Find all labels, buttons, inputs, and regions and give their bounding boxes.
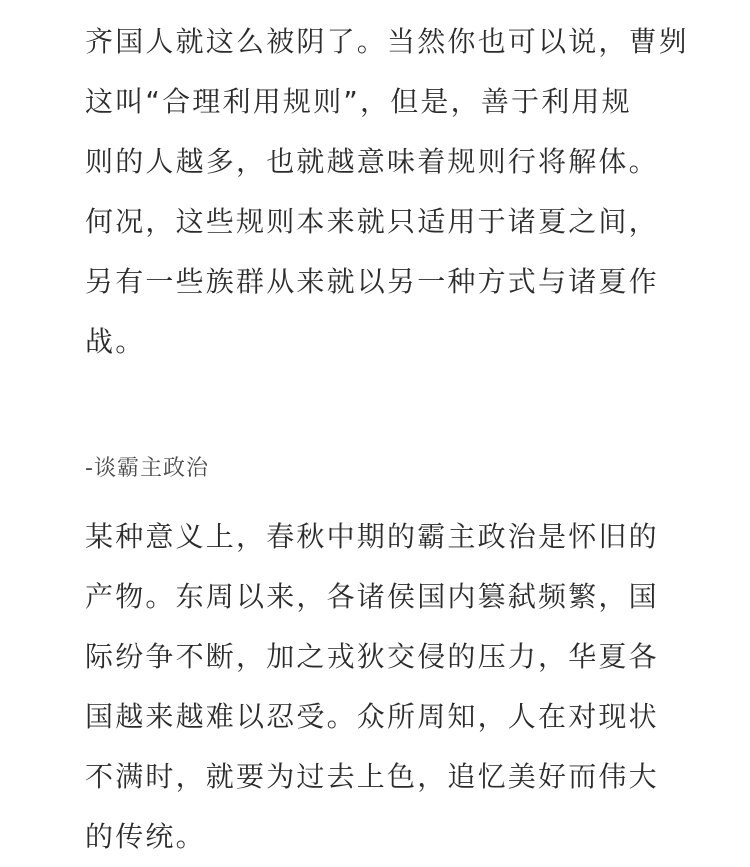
text-line: 则的人越多，也就越意味着规则行将解体。 — [85, 145, 659, 178]
article-body — [85, 12, 690, 867]
text-line: 产物。东周以来，各诸侯国内篡弑频繁，国 — [85, 580, 659, 613]
text-line: 何况，这些规则本来就只适用于诸夏之间， — [85, 205, 659, 238]
text-line: 战。 — [85, 325, 146, 358]
paragraph-1 — [85, 12, 690, 372]
text-line: 这叫“合理利用规则”，但是，善于利用规 — [85, 85, 632, 118]
text-line: 齐国人就这么被阴了。当然你也可以说，曹刿 — [85, 25, 690, 58]
text-line: 某种意义上，春秋中期的霸主政治是怀旧的 — [85, 520, 659, 553]
text-line: 另有一些族群从来就以另一种方式与诸夏作 — [85, 265, 659, 298]
text-line: 国越来越难以忍受。众所周知，人在对现状 — [85, 700, 659, 733]
text-line: 的传统。 — [85, 820, 206, 853]
paragraph-2 — [85, 507, 665, 867]
text-line: 际纷争不断，加之戎狄交侵的压力，华夏各 — [85, 640, 659, 673]
text-line: 不满时，就要为过去上色，追忆美好而伟大 — [85, 760, 659, 793]
section-heading: -谈霸主政治 — [85, 456, 209, 481]
